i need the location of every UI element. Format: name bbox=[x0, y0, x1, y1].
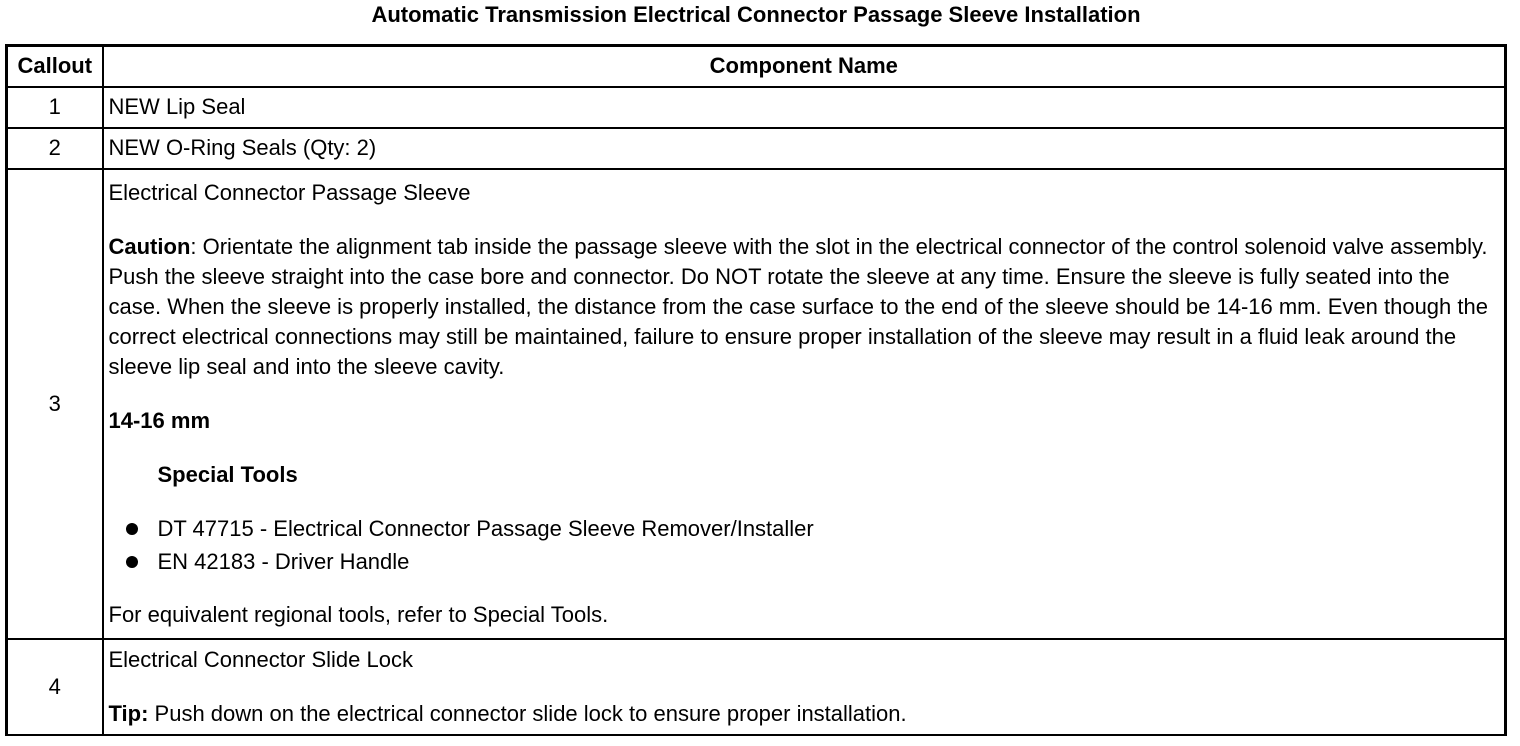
caution-label: Caution bbox=[108, 233, 191, 259]
list-item bbox=[109, 545, 1500, 578]
component-name: Electrical Connector Passage Sleeve bbox=[108, 179, 471, 205]
tip-note bbox=[109, 699, 1500, 729]
special-tools-heading: Special Tools bbox=[157, 461, 298, 487]
tip-label: Tip: bbox=[108, 700, 149, 726]
caution-text: : Orientate the alignment tab inside the passage sleeve with the slot in the electrical connector of the control solenoid valve assembly. Push the sleeve straight into the case bore and connector. Do NOT rotate the sleeve at any time. Ensure the sleeve is fully seated into the case. When the sleeve is properly installed, the distance from the case surface to the end of the sleeve should be 14-16 mm. Even though the correct electrical connections may still be maintained, failure to ensure proper installation of the sleeve may result in a fluid leak around the sleeve lip seal and into the sleeve cavity. bbox=[108, 233, 1488, 379]
bullet-icon bbox=[126, 556, 138, 568]
component-name: NEW O-Ring Seals (Qty: 2) bbox=[103, 128, 1506, 169]
special-tools-reference: For equivalent regional tools, refer to Special Tools. bbox=[108, 601, 609, 627]
component-details bbox=[103, 169, 1506, 639]
caution-note bbox=[109, 232, 1500, 382]
component-name: Electrical Connector Slide Lock bbox=[108, 646, 413, 672]
callout-number: 1 bbox=[7, 87, 103, 128]
callout-number: 2 bbox=[7, 128, 103, 169]
table-row bbox=[7, 128, 1506, 169]
callout-number: 3 bbox=[7, 169, 103, 639]
bullet-icon bbox=[126, 523, 138, 535]
table-row bbox=[7, 169, 1506, 639]
component-name: NEW Lip Seal bbox=[103, 87, 1506, 128]
callout-number: 4 bbox=[7, 639, 103, 735]
tool-text: DT 47715 - Electrical Connector Passage Sleeve Remover/Installer bbox=[157, 515, 814, 541]
tip-text: Push down on the electrical connector slide lock to ensure proper installation. bbox=[148, 700, 907, 726]
tool-text: EN 42183 - Driver Handle bbox=[157, 548, 410, 574]
table-header-row bbox=[7, 46, 1506, 87]
page-title: Automatic Transmission Electrical Connector Passage Sleeve Installation bbox=[371, 2, 1141, 27]
component-details bbox=[103, 639, 1506, 735]
table-row bbox=[7, 639, 1506, 735]
list-item bbox=[109, 512, 1500, 545]
callout-table bbox=[5, 44, 1507, 736]
specification-value: 14-16 mm bbox=[108, 407, 211, 433]
callout-column-header: Callout bbox=[7, 46, 103, 87]
component-name-column-header: Component Name bbox=[103, 46, 1506, 87]
table-row bbox=[7, 87, 1506, 128]
special-tools-list bbox=[109, 512, 1500, 578]
